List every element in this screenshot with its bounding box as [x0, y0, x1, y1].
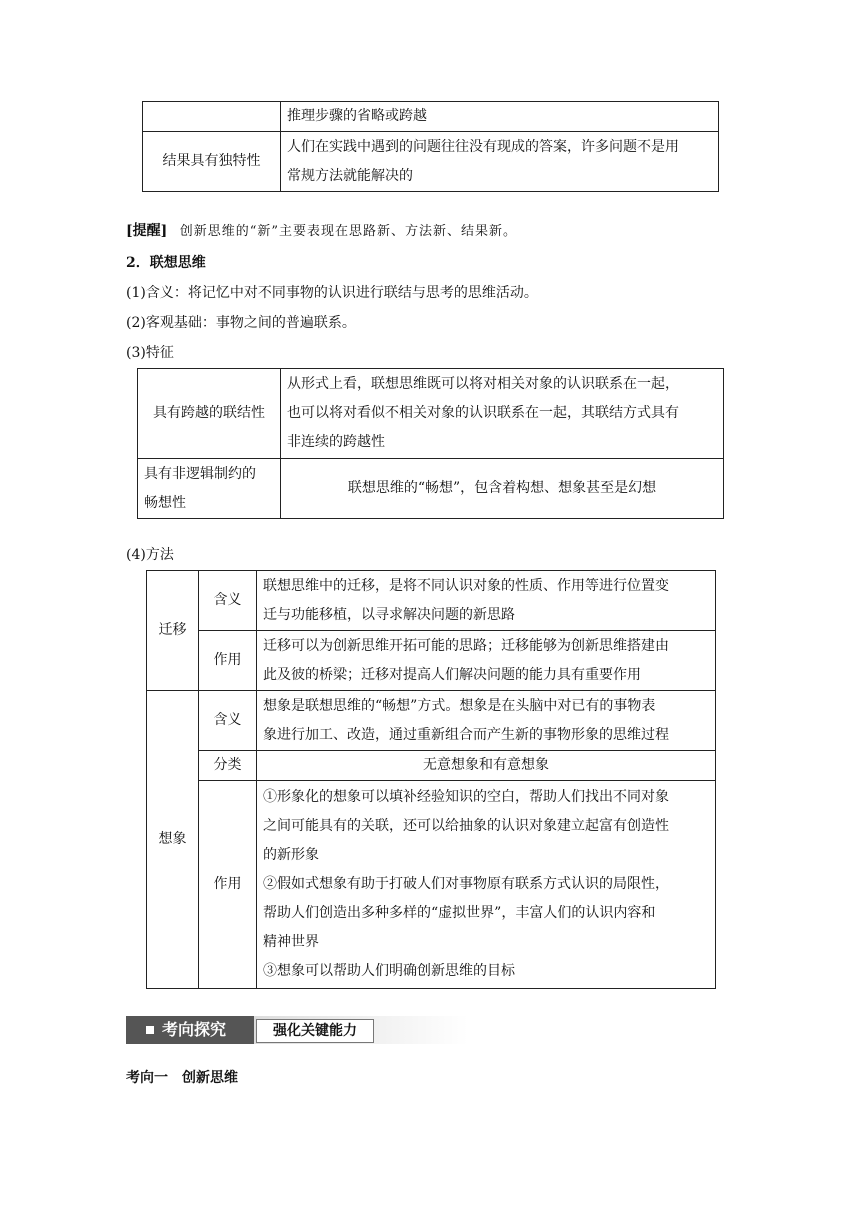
table-cell: 分类	[199, 751, 257, 781]
cell-line: 常规方法就能解决的	[287, 167, 413, 184]
table-row	[143, 102, 719, 132]
table-cell: 迁移	[147, 571, 199, 691]
table-cell: 含义	[199, 691, 257, 751]
cell-line: 迁与功能移植，以寻求解决问题的新思路	[263, 606, 515, 623]
cell-line: 帮助人们创造出多种多样的“虚拟世界”，丰富人们的认识内容和	[263, 905, 656, 921]
cell-line: 此及彼的桥梁；迁移对提高人们解决问题的能力具有重要作用	[263, 666, 641, 683]
section-banner-dark	[126, 1016, 254, 1044]
table-cell	[257, 571, 716, 631]
cell-line: 迁移可以为创新思维开拓可能的思路；迁移能够为创新思维搭建由	[263, 637, 669, 654]
cell-line: 人们在实践中遇到的问题往往没有现成的答案，许多问题不是用	[287, 138, 679, 155]
table-cell	[257, 781, 716, 989]
cell-line: ②假如式想象有助于打破人们对事物原有联系方式认识的局限性，	[263, 876, 669, 892]
paragraph-methods: (4)方法	[126, 547, 174, 563]
square-bullet-icon	[146, 1026, 154, 1034]
table-cell	[257, 691, 716, 751]
banner-subtitle: 强化关键能力	[256, 1019, 374, 1043]
paragraph-definition: (1)含义：将记忆中对不同事物的认识进行联结与思考的思维活动。	[126, 285, 538, 301]
table-cell: 推理步骤的省略或跨越	[281, 102, 719, 132]
table-cell	[143, 102, 281, 132]
tip-label: [提醒]	[126, 223, 168, 239]
table-row	[147, 781, 716, 989]
cell-line: 具有非逻辑制约的	[144, 465, 256, 482]
paragraph-basis: (2)客观基础：事物之间的普遍联系。	[126, 315, 356, 331]
table-row	[138, 369, 724, 459]
cell-line: 畅想性	[144, 494, 186, 511]
paragraph-features: (3)特征	[126, 345, 174, 361]
table-cell: 想象	[147, 691, 199, 989]
table-cell	[257, 631, 716, 691]
table-row	[143, 132, 719, 192]
table-cell: 联想思维的“畅想”，包含着构想、想象甚至是幻想	[281, 459, 724, 519]
table-cell: 作用	[199, 781, 257, 989]
banner-title: 考向探究	[162, 1020, 227, 1039]
table-row	[147, 751, 716, 781]
tip-text: 创新思维的“新”主要表现在思路新、方法新、结果新。	[179, 224, 517, 239]
section-heading: 2．联想思维	[126, 255, 206, 271]
table-row	[147, 631, 716, 691]
cell-line: 之间可能具有的关联，还可以给抽象的认识对象建立起富有创造性	[263, 818, 669, 834]
cell-line: ①形象化的想象可以填补经验知识的空白，帮助人们找出不同对象	[263, 789, 669, 805]
cell-line: 精神世界	[263, 934, 319, 950]
table-cell: 含义	[199, 571, 257, 631]
cell-line: 也可以将对看似不相关对象的认识联系在一起，其联结方式具有	[287, 405, 679, 421]
table-cell: 无意想象和有意想象	[257, 751, 716, 781]
tip-paragraph	[126, 221, 517, 242]
table-cell: 结果具有独特性	[143, 132, 281, 192]
cell-line: 象进行加工、改造，通过重新组合而产生新的事物形象的思维过程	[263, 726, 669, 743]
table-row	[147, 691, 716, 751]
table-cell	[281, 369, 724, 459]
table-thinking-features-cont	[142, 101, 719, 192]
table-cell: 作用	[199, 631, 257, 691]
table-cell	[281, 132, 719, 192]
table-cell	[138, 459, 281, 519]
table-methods	[146, 570, 716, 989]
cell-line: 的新形象	[263, 847, 319, 863]
cell-line: 从形式上看，联想思维既可以将对相关对象的认识联系在一起，	[287, 376, 679, 392]
cell-line: 想象是联想思维的“畅想”方式。想象是在头脑中对已有的事物表	[263, 697, 656, 714]
table-row	[147, 571, 716, 631]
table-features	[137, 368, 724, 519]
cell-line: 联想思维中的迁移，是将不同认识对象的性质、作用等进行位置变	[263, 577, 669, 594]
subsection-heading: 考向一 创新思维	[126, 1070, 238, 1086]
cell-line: 非连续的跨越性	[287, 434, 385, 450]
cell-line: ③想象可以帮助人们明确创新思维的目标	[263, 963, 515, 979]
table-cell: 具有跨越的联结性	[138, 369, 281, 459]
table-row	[138, 459, 724, 519]
